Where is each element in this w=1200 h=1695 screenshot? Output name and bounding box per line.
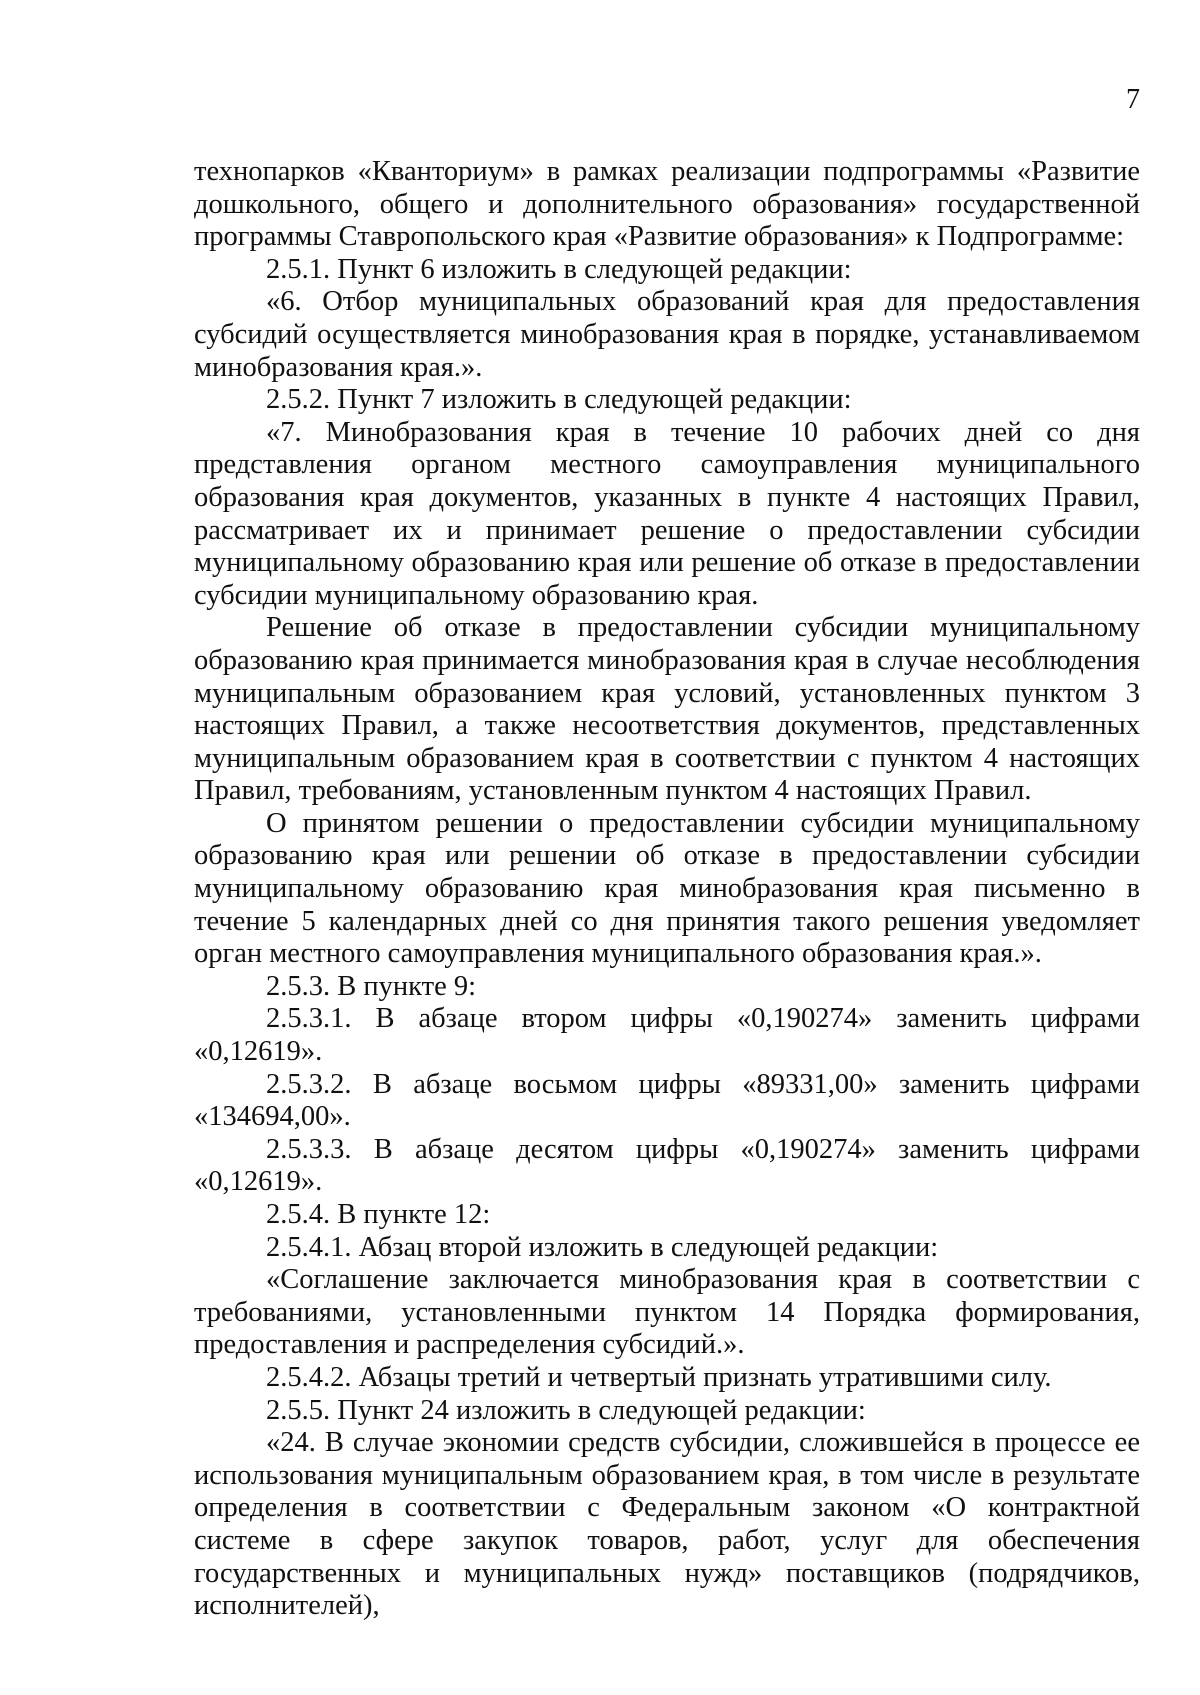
paragraph-item-2-5-4: 2.5.4. В пункте 12: [266, 1199, 491, 1230]
paragraph-item-2-5-4-2: 2.5.4.2. Абзацы третий и четвертый признать утратившими силу. [266, 1361, 1052, 1393]
paragraph-quote-6: «6. Отбор муниципальных образований края для предоставления субсидий осуществляется минобразования края в порядке, устанавливаемом минобразования края.». [194, 286, 1140, 383]
paragraph-agreement-quote: «Соглашение заключается минобразования края в соответствии с требованиями, установленными пунктом 14 Порядка формирования, предоставления и распределения субсидий.». [194, 1264, 1140, 1361]
paragraph-quote-24: «24. В случае экономии средств субсидии, сложившейся в процессе ее использования муниципальным образованием края, в том числе в результате определения в соответствии с Федеральным законом «О контрактной системе в сфере закупок товаров, работ, услуг для обеспечения государственных и муниципальных нужд» поставщиков (подрядчиков, исполнителей), [194, 1427, 1140, 1622]
paragraph-quote-7: «7. Минобразования края в течение 10 рабочих дней со дня представления органом местного самоуправления муниципального образования края документов, указанных в пункте 4 настоящих Правил, рассматривает их и принимает решение о предоставлении субсидии муниципальному образованию края или решение об отказе в предоставлении субсидии муниципальному образованию края. [194, 416, 1140, 611]
paragraph-item-2-5-1: 2.5.1. Пункт 6 изложить в следующей редакции: [266, 253, 852, 285]
page-number: 7 [1126, 84, 1140, 115]
paragraph-refusal-decision: Решение об отказе в предоставлении субсидии муниципальному образованию края принимается минобразования края в случае несоблюдения муниципальным образованием края условий, установленных пунктом 3 настоящих Правил, а также несоответствия документов, представленных муниципальным образованием края в соответствии с пунктом 4 настоящих Правил, требованиям, установленным пунктом 4 настоящих Правил. [194, 612, 1140, 807]
paragraph-continuation: технопарков «Кванториум» в рамках реализации подпрограммы «Развитие дошкольного, общего и дополнительного образования» государственной программы Ставропольского края «Развитие образования» к Подпрограмме: [194, 156, 1140, 253]
paragraph-item-2-5-3-1: 2.5.3.1. В абзаце втором цифры «0,190274» заменить цифрами «0,12619». [194, 1003, 1140, 1068]
paragraph-item-2-5-3: 2.5.3. В пункте 9: [266, 970, 477, 1002]
paragraph-item-2-5-4-1: 2.5.4.1. Абзац второй изложить в следующей редакции: [266, 1231, 939, 1263]
paragraph-item-2-5-3-3: 2.5.3.3. В абзаце десятом цифры «0,190274» заменить цифрами «0,12619». [194, 1133, 1140, 1198]
paragraph-item-2-5-2: 2.5.2. Пункт 7 изложить в следующей редакции: [266, 384, 852, 416]
paragraph-item-2-5-5: 2.5.5. Пункт 24 изложить в следующей редакции: [266, 1394, 866, 1426]
paragraph-item-2-5-3-2: 2.5.3.2. В абзаце восьмом цифры «89331,00» заменить цифрами «134694,00». [194, 1068, 1140, 1133]
document-body [194, 156, 1140, 1623]
paragraph-notification: О принятом решении о предоставлении субсидии муниципальному образованию края или решении об отказе в предоставлении субсидии муниципальному образованию края минобразования края письменно в течение 5 календарных дней со дня принятия такого решения уведомляет орган местного самоуправления муниципального образования края.». [194, 807, 1140, 970]
